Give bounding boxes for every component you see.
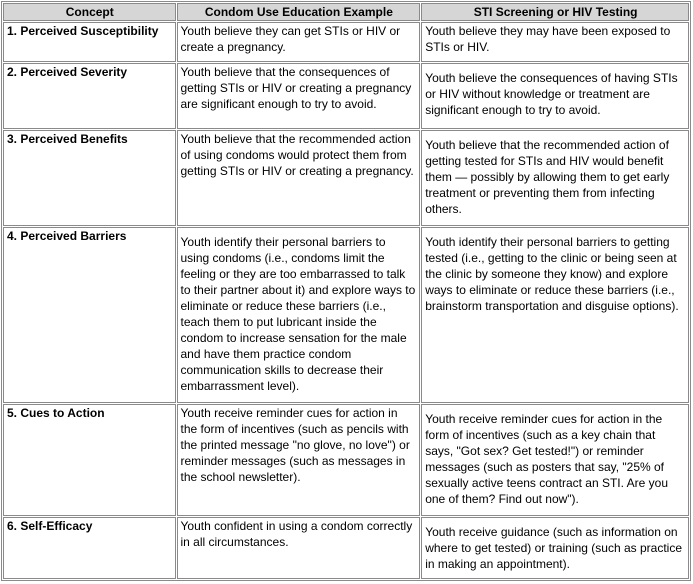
concept-cell: 2. Perceived Severity — [3, 63, 176, 129]
condom-cell: Youth identify their personal barriers to using condoms (i.e., condoms limit the feeling or they are too embarrassed to talk to their partner about it) and explore ways to eliminate or reduce these barriers (i.e., teach them to put lubricant inside the condom to increase sensation for the male and have them practice condom communication skills to decrease their embarrassment level). — [177, 227, 421, 403]
table-row — [3, 227, 689, 403]
condom-cell: Youth confident in using a condom correctly in all circumstances. — [177, 517, 421, 579]
sti-cell: Youth receive guidance (such as information on where to get tested) or training (such as practice in making an appointment). — [421, 517, 689, 579]
concept-cell: 6. Self-Efficacy — [3, 517, 176, 579]
concept-cell: 4. Perceived Barriers — [3, 227, 176, 403]
table-row — [3, 517, 689, 579]
condom-cell: Youth believe they can get STIs or HIV or create a pregnancy. — [177, 22, 421, 62]
table-row — [3, 63, 689, 129]
condom-cell: Youth believe that the recommended action of using condoms would protect them from getting STIs or HIV or creating a pregnancy. — [177, 130, 421, 226]
table-row — [3, 22, 689, 62]
table-row — [3, 404, 689, 516]
header-condom-use: Condom Use Education Example — [177, 3, 421, 21]
header-concept: Concept — [3, 3, 176, 21]
condom-cell: Youth receive reminder cues for action in the form of incentives (such as pencils with the printed message "no glove, no love") or reminder messages (such as messages in the school newsletter). — [177, 404, 421, 516]
sti-cell: Youth identify their personal barriers to getting tested (i.e., getting to the clinic or being seen at the clinic by someone they know) and explore ways to eliminate or reduce these barriers (i.e., brainstorm transportation and disguise options). — [421, 227, 689, 403]
sti-cell: Youth receive reminder cues for action in the form of incentives (such as a key chain that says, "Got sex? Get tested!") or reminder messages (such as posters that say, "25% of sexually active teens contract an STI. Are you one of them? Find out now"). — [421, 404, 689, 516]
concept-cell: 5. Cues to Action — [3, 404, 176, 516]
table-row — [3, 130, 689, 226]
condom-cell: Youth believe that the consequences of getting STIs or HIV or creating a pregnancy are significant enough to try to avoid. — [177, 63, 421, 129]
concept-cell: 1. Perceived Susceptibility — [3, 22, 176, 62]
health-belief-model-table — [1, 1, 691, 581]
sti-cell: Youth believe that the recommended action of getting tested for STIs and HIV would benefit them — possibly by allowing them to get early treatment or preventing them from infecting others. — [421, 130, 689, 226]
sti-cell: Youth believe the consequences of having STIs or HIV without knowledge or treatment are significant enough to try to avoid. — [421, 63, 689, 129]
header-sti-screening: STI Screening or HIV Testing — [421, 3, 689, 21]
header-row — [3, 3, 689, 21]
sti-cell: Youth believe they may have been exposed to STIs or HIV. — [421, 22, 689, 62]
concept-cell: 3. Perceived Benefits — [3, 130, 176, 226]
